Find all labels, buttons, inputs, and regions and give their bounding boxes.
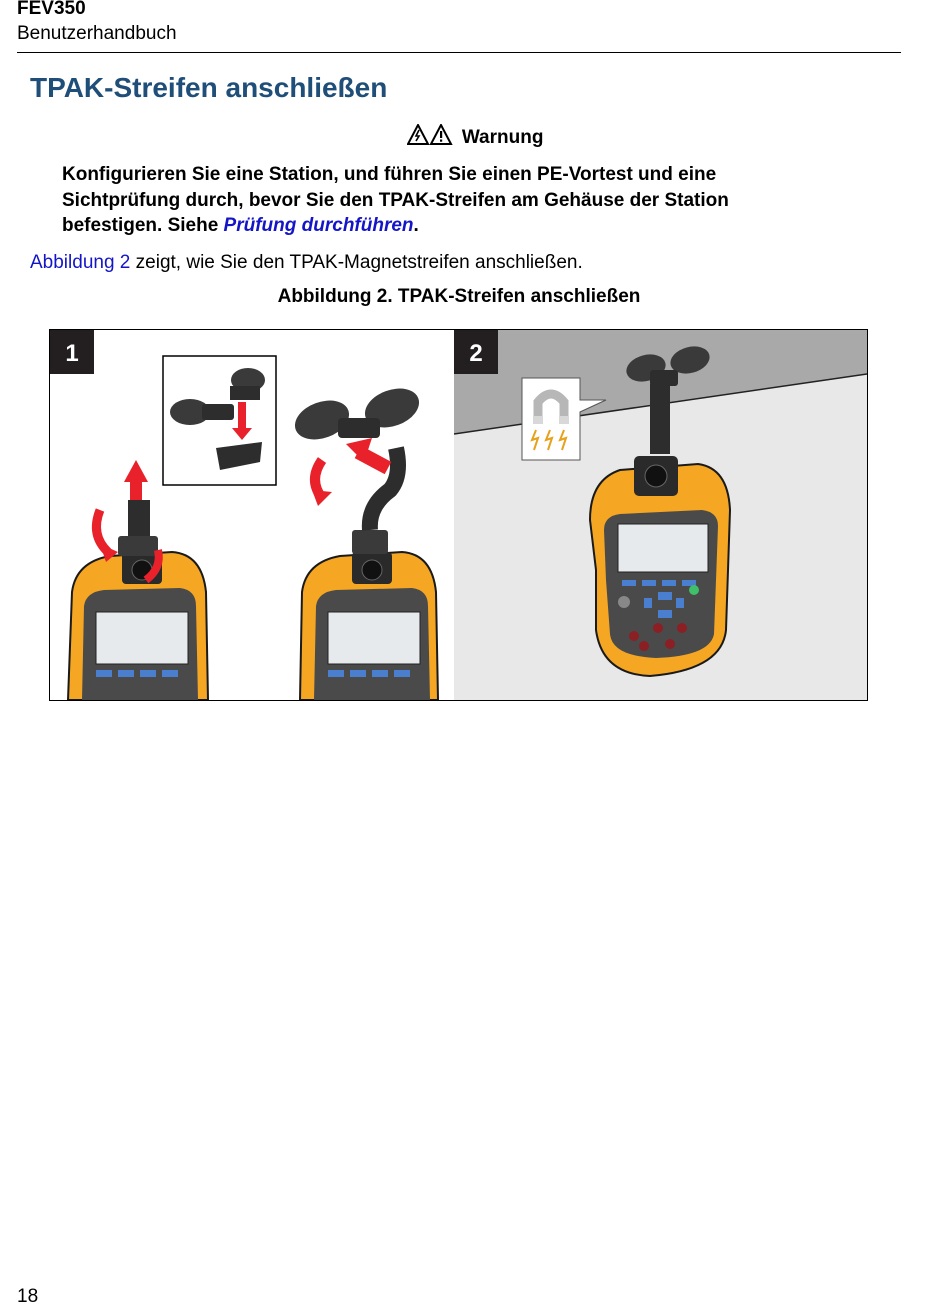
figure-caption: Abbildung 2. TPAK-Streifen anschließen [277, 286, 641, 307]
figure-2 [49, 329, 868, 701]
step-1-label: 1 [65, 340, 79, 367]
warning-text-end: . [413, 215, 419, 236]
warning-text-body: Konfigurieren Sie eine Station, und führen Sie einen PE-Vortest und eine Sichtprüfung durch, bevor Sie den TPAK-Streifen am Gehäuse der Station befestigen. Siehe [62, 164, 729, 236]
warning-heading [0, 124, 950, 149]
header-doc-title: Benutzerhandbuch [17, 23, 177, 44]
warning-xref-link[interactable]: Prüfung durchführen [223, 215, 414, 236]
step-2-label: 2 [469, 340, 483, 367]
intro-paragraph [30, 252, 583, 274]
header-product: FEV350 [17, 0, 86, 19]
warning-label: Warnung [461, 127, 544, 148]
intro-text: zeigt, wie Sie den TPAK-Magnetstreifen anschließen. [130, 252, 583, 273]
figure-illustration [50, 330, 867, 700]
header-rule [17, 52, 901, 53]
figure-ref-link[interactable]: Abbildung 2 [30, 252, 131, 273]
warning-text [62, 162, 822, 239]
clip-inset-illustration [163, 356, 276, 485]
section-title: TPAK-Streifen anschließen [30, 72, 388, 103]
warning-icon [407, 127, 462, 148]
page-number: 18 [17, 1286, 39, 1307]
